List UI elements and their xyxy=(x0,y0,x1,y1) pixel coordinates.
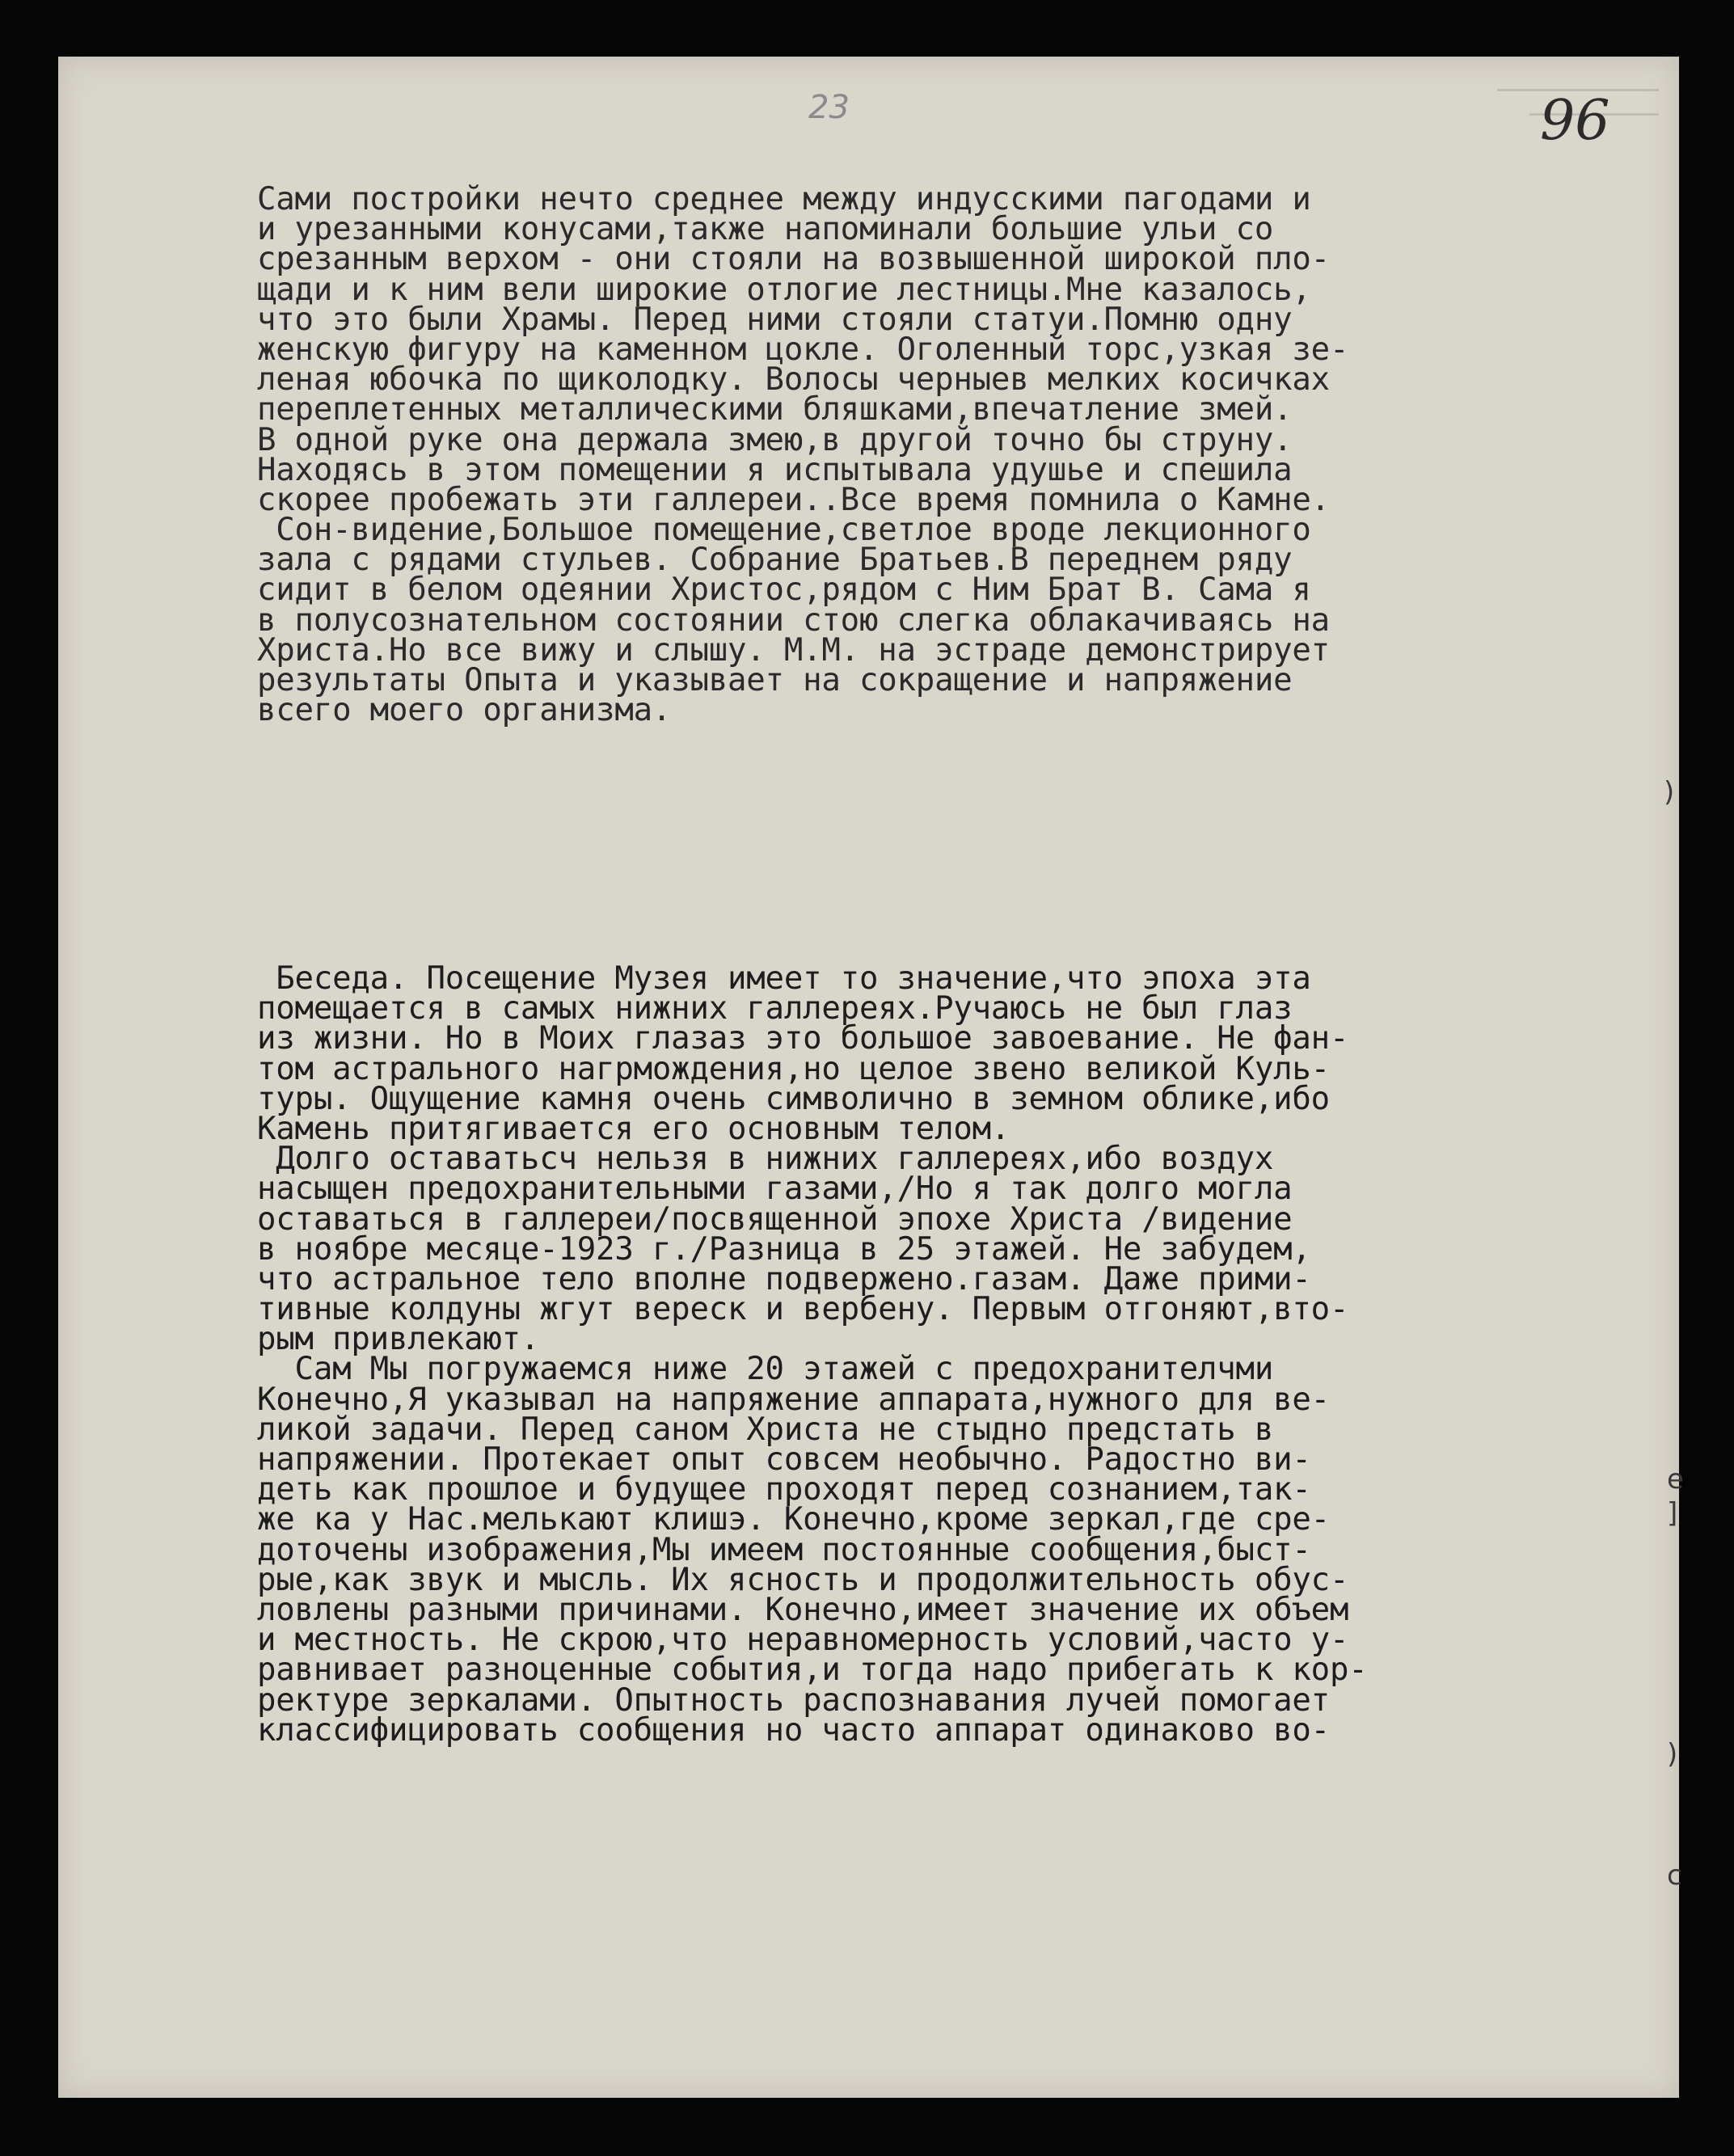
page-number: 96 xyxy=(1540,89,1610,153)
text-line: из жизни. Но в Моих глазаз это большое завоевание. Не фан- xyxy=(257,1020,1349,1057)
typed-paragraph-1 xyxy=(257,181,1648,729)
text-line: ловлены разными причинами. Конечно,имеет значение их объем xyxy=(257,1591,1349,1628)
margin-mark: е xyxy=(1667,1463,1684,1496)
text-line: Конечно,Я указывал на напряжение аппарата,нужного для ве- xyxy=(257,1381,1330,1418)
text-line: помещается в самых нижних галлереях.Ручаюсь не был глаз xyxy=(257,990,1293,1027)
text-line: что астральное тело вполне подвержено.газам. Даже прими- xyxy=(257,1260,1311,1297)
text-line: и местность. Не скрою,что неравномерность условий,часто у- xyxy=(257,1622,1349,1659)
archive-folio-number: 23 xyxy=(808,89,850,126)
text-line: оставаться в галлереи/посвященной эпохе Христа /видение xyxy=(257,1200,1293,1238)
text-line: ректуре зеркалами. Опытность распознавания лучей помогает xyxy=(257,1681,1330,1719)
text-line: щади и к ним вели широкие отлогие лестницы.Мне казалось, xyxy=(257,271,1311,308)
text-line: и урезанными конусами,также напоминали большие ульи со xyxy=(257,211,1274,248)
text-line: рые,как звук и мысль. Их ясность и продолжительность обус- xyxy=(257,1561,1349,1598)
text-line: срезанным верхом - они стояли на возвышенной широкой пло- xyxy=(257,241,1330,278)
text-line: том астрального нагрмождения,но целое звено великой Куль- xyxy=(257,1050,1330,1087)
text-line: напряжении. Протекает опыт совсем необычно. Радостно ви- xyxy=(257,1441,1311,1478)
text-line: Сон-видение,Большое помещение,светлое вроде лекционного xyxy=(257,512,1311,549)
text-line: леная юбочка по щиколодку. Волосы черныев мелких косичках xyxy=(257,361,1330,399)
text-line: переплетенных металлическими бляшками,впечатление змей. xyxy=(257,391,1293,428)
text-line: рым привлекают. xyxy=(257,1321,540,1358)
text-line: Долго оставатьсч нельзя в нижних галлереях,ибо воздух xyxy=(257,1141,1274,1178)
text-line: женскую фигуру на каменном цокле. Оголенный торс,узкая зе- xyxy=(257,331,1349,368)
text-line: зала с рядами стульев. Собрание Братьев.В переднем ряду xyxy=(257,542,1293,579)
text-line: Христа.Но все вижу и слышу. М.М. на эстраде демонстрирует xyxy=(257,631,1330,669)
text-line: в ноябре месяце-1923 г./Разница в 25 этажей. Не забудем, xyxy=(257,1230,1311,1268)
text-line: в полусознательном состоянии стою слегка облакачиваясь на xyxy=(257,601,1330,639)
text-line: классифицировать сообщения но часто аппарат одинаково во- xyxy=(257,1711,1330,1749)
text-line: Сами постройки нечто среднее между индусскими пагодами и xyxy=(257,181,1311,217)
text-line: тивные колдуны жгут вереск и вербену. Первым отгоняют,вто- xyxy=(257,1291,1349,1328)
margin-mark: с xyxy=(1667,1859,1682,1892)
margin-mark: ] xyxy=(1667,1497,1678,1529)
text-line: же ка у Нас.мелькают клишэ. Конечно,кроме зеркал,где сре- xyxy=(257,1501,1330,1538)
text-line: Находясь в этом помещении я испытывала удушье и спешила xyxy=(257,451,1293,488)
margin-mark: ) xyxy=(1664,776,1675,808)
text-line: всего моего организма. xyxy=(257,692,672,729)
text-line: равнивает разноценные события,и тогда надо прибегать к кор- xyxy=(257,1652,1368,1689)
typed-paragraph-2 xyxy=(257,960,1648,1749)
text-line: туры. Ощущение камня очень символично в земном облике,ибо xyxy=(257,1080,1330,1117)
text-line: скорее пробежать эти галлереи..Все время помнила о Камне. xyxy=(257,481,1330,518)
text-line: В одной руке она держала змею,в другой точно бы струну. xyxy=(257,421,1293,458)
text-line: насыщен предохранительными газами,/Но я так долго могла xyxy=(257,1171,1293,1208)
text-line: Беседа. Посещение Музея имеет то значение,что эпоха эта xyxy=(257,960,1311,997)
text-line: что это были Храмы. Перед ними стояли статуи.Помню одну xyxy=(257,301,1293,338)
text-line: сидит в белом одеянии Христос,рядом с Ним Брат В. Сама я xyxy=(257,572,1311,609)
text-line: доточены изображения,Мы имеем постоянные сообщения,быст- xyxy=(257,1531,1311,1568)
text-line: Камень притягивается его основным телом. xyxy=(257,1110,1010,1147)
text-line: Сам Мы погружаемся ниже 20 этажей с предохранителчми xyxy=(257,1351,1274,1388)
margin-mark: ) xyxy=(1667,1738,1678,1770)
text-line: результаты Опыта и указывает на сокращение и напряжение xyxy=(257,662,1293,698)
text-line: ликой задачи. Перед саном Христа не стыдно предстать в xyxy=(257,1411,1274,1448)
text-line: деть как прошлое и будущее проходят перед сознанием,так- xyxy=(257,1471,1311,1508)
